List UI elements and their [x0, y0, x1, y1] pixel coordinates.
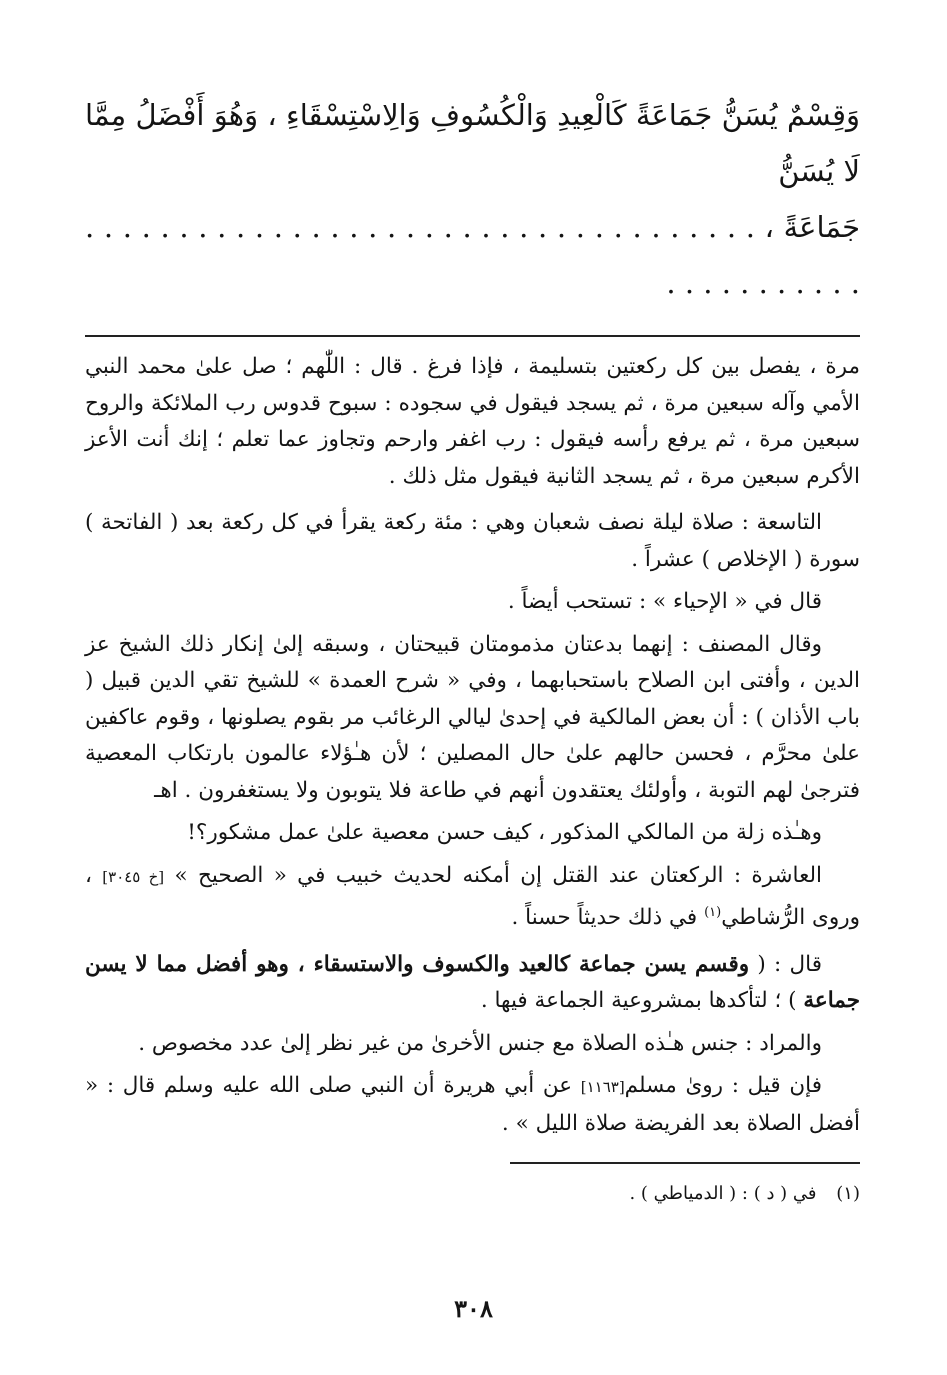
- page-number: ٣٠٨: [454, 1294, 493, 1323]
- paragraph-2: التاسعة : صلاة ليلة نصف شعبان وهي : مئة ركعة يقرأ في كل ركعة بعد ( الفاتحة ) سورة ( الإخلاص ) عشراً .: [85, 510, 860, 572]
- book-page: [85, 85, 860, 1208]
- paragraph-7-b: ) ؛ لتأكدها بمشروعية الجماعة فيها .: [480, 988, 804, 1014]
- quoted-matn: وقسم يسن جماعة كالعيد والكسوف والاستسقاء ، وهو أفضل مما لا يسن جماعة: [85, 951, 860, 1014]
- paragraph-9: [85, 1068, 860, 1142]
- footnote-marker: (١): [704, 905, 722, 920]
- paragraph-8: والمراد : جنس هـٰذه الصلاة مع جنس الأخرىٰ من غير نظر إلىٰ عدد مخصوص .: [138, 1030, 822, 1056]
- paragraph-7-a: قال : (: [749, 951, 822, 977]
- matn-line-1: وَقِسْمٌ يُسَنُّ جَمَاعَةً كَالْعِيدِ وَالْكُسُوفِ وَالِاسْتِسْقَاءِ ، وَهُوَ أَفْضَلُ مِمَّا لَا يُسَنُّ: [85, 98, 860, 188]
- hadith-reference: [خ ٣٠٤٥]: [102, 867, 165, 886]
- sharh-text: [85, 349, 860, 1142]
- matn-line-2-text: جَمَاعَةً ،: [764, 210, 861, 244]
- matn-line-2: [85, 199, 860, 311]
- footnote-separator: [510, 1162, 860, 1164]
- matn-dots: . . . . . . . . . . . . . . . . . . . . . . . . . . . . . . . . . . . . . . . . . . . . . . .: [85, 210, 860, 300]
- paragraph-6-c: في ذلك حديثاً حسناً .: [511, 905, 698, 931]
- paragraph-9-a: فإن قيل : روىٰ مسلم: [624, 1073, 822, 1099]
- paragraph-5: وهـٰذه زلة من المالكي المذكور ، كيف حسن معصية علىٰ عمل مشكور؟!: [187, 820, 822, 845]
- muslim-reference: [١١٦٣]: [580, 1078, 625, 1097]
- footnote-number: (١): [836, 1183, 860, 1205]
- paragraph-9-b: عن أبي هريرة أن النبي صلى الله عليه وسلم قال : « أفضل الصلاة بعد الفريضة صلاة الليل » .: [85, 1073, 860, 1136]
- matn-separator: [85, 335, 860, 337]
- paragraph-6: [85, 858, 860, 937]
- paragraph-3: قال في « الإحياء » : تستحب أيضاً .: [507, 589, 822, 614]
- paragraph-6-b: ، وروى الرُّشاطي: [85, 862, 860, 931]
- matn-text: [85, 85, 860, 311]
- paragraph-7: [85, 947, 860, 1020]
- footnote-text: في ( د ) : ( الدمياطي ) .: [629, 1183, 817, 1205]
- footnote: [85, 1180, 860, 1208]
- paragraph-6-a: العاشرة : الركعتان عند القتل إن أمكنه لحديث خبيب في « الصحيح »: [174, 862, 822, 888]
- paragraph-4: وقال المصنف : إنهما بدعتان مذمومتان قبيحتان ، وسبقه إلىٰ إنكار ذلك الشيخ عز الدين ، وأفتى ابن الصلاح باستحبابهما ، وفي « شرح العمدة » للشيخ تقي الدين قبيل ( باب الأذان ) : أن بعض المالكية في إحدىٰ ليالي الرغائب مر بقوم يصلونها ، وقوم عاكفين علىٰ محرَّم ، فحسن حالهم علىٰ حال المصلين ؛ لأن هـٰؤلاء عالمون بارتكاب المعصية فترجىٰ لهم التوبة ، وأولئك يعتقدون أنهم في طاعة فلا يتوبون ولا يستغفرون . اهـ: [85, 631, 860, 803]
- paragraph-1: مرة ، يفصل بين كل ركعتين بتسليمة ، فإذا فرغ . قال : اللّٰهم ؛ صل علىٰ محمد النبي الأمي وآله سبعين مرة ، ثم يسجد فيقول في سجوده : سبوح قدوس رب الملائكة والروح سبعين مرة ، ثم يرفع رأسه فيقول : رب اغفر وارحم وتجاوز عما تعلم ؛ إنك أنت الأعز الأكرم سبعين مرة ، ثم يسجد الثانية فيقول مثل ذلك .: [85, 354, 860, 489]
